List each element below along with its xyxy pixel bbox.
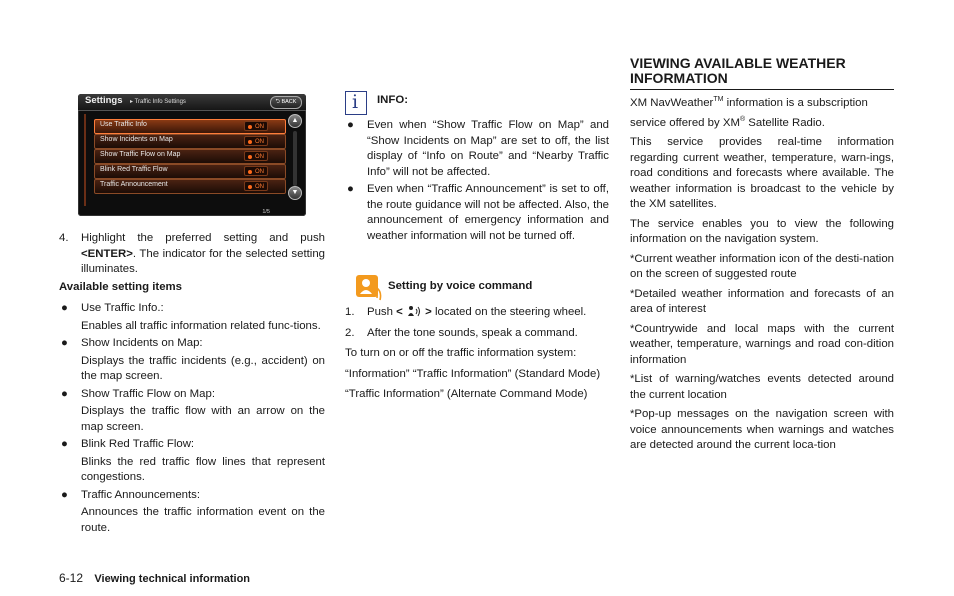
footer-title: Viewing technical information xyxy=(94,573,251,585)
back-label: BACK xyxy=(281,99,297,105)
list-item: ● Use Traffic Info.: xyxy=(61,302,164,314)
list-item: ● Even when “Show Traffic Flow on Map” and “Show Incidents on Map” are set to off, the list display of “Info on Route” and “Nearby Traffic Info” will not be affected. xyxy=(367,118,609,180)
info-bullet-text: Even when “Show Traffic Flow on Map” and “Show Incidents on Map” are set to off, the list display of “Info on Route” and “Nearby Traffic Info” will not be affected. xyxy=(367,119,609,178)
step-1-pre: Push xyxy=(367,306,397,318)
step-number: 1. xyxy=(345,306,355,318)
p1-b: information is a subscription service offered by XM xyxy=(630,97,868,129)
item-desc: Announces the traffic information event on the route. xyxy=(81,506,325,534)
available-items-heading: Available setting items xyxy=(59,281,183,293)
talk-switch-icon xyxy=(406,305,422,317)
step-1-post: located on the steering wheel. xyxy=(431,306,587,318)
voice-command-standard: “Information” “Traffic Information” (Standard Mode) xyxy=(345,367,601,380)
list-item: ● Traffic Announcements: xyxy=(61,488,201,501)
setting-label: Use Traffic Info xyxy=(100,121,147,128)
step-4-text-post: . The indicator for the selected setting illuminates. xyxy=(81,247,325,275)
settings-items-list xyxy=(59,301,325,538)
step-4-text-pre: Highlight the preferred setting and push xyxy=(81,232,325,244)
on-indicator: ON xyxy=(244,121,268,131)
weather-p2: This service provides real-time information regarding current weather, temperature, warn-ings, road conditions and forecasts where available. The weather information is broadcast to the vehicle by the XM satellites. xyxy=(630,136,894,210)
step-1-lt: < xyxy=(396,306,403,318)
on-indicator: ON xyxy=(244,166,268,176)
item-desc: Displays the traffic flow with an arrow on the map screen. xyxy=(81,405,325,433)
screen-title: Settings xyxy=(85,95,123,106)
voice-step-2 xyxy=(345,326,609,342)
scroll-up-icon[interactable]: ▲ xyxy=(288,114,302,128)
weather-p1 xyxy=(630,92,894,131)
on-indicator: ON xyxy=(244,136,268,146)
step-1-gt: > xyxy=(425,306,432,318)
info-bullet-text: Even when “Traffic Announcement” is set to off, the route guidance will not be affected. Also, the announcement of emergency information and weather information will not be turned off. xyxy=(367,183,609,242)
list-item: ● Even when “Traffic Announcement” is set to off, the route guidance will not be affected. Also, the announcement of emergency information and weather information will not be turned off. xyxy=(367,182,609,244)
setting-label: Show Incidents on Map xyxy=(100,136,173,143)
enter-key: <ENTER> xyxy=(81,247,133,260)
voice-intro: To turn on or off the traffic information system: xyxy=(345,347,577,359)
p1-a: XM NavWeather xyxy=(630,97,714,109)
item-desc: Blinks the red traffic flow lines that represent congestions. xyxy=(81,455,325,483)
page-footer xyxy=(59,571,250,585)
info-bullets xyxy=(345,118,609,244)
item-name: Blink Red Traffic Flow: xyxy=(81,438,195,450)
on-indicator: ON xyxy=(244,181,268,191)
weather-body xyxy=(630,92,894,454)
info-label: INFO: xyxy=(377,94,409,106)
voice-command-title: Setting by voice command xyxy=(388,280,533,292)
item-name: Show Traffic Flow on Map: xyxy=(81,387,216,400)
step-number: 2. xyxy=(345,326,355,339)
item-name: Traffic Announcements: xyxy=(81,488,201,501)
list-item: ● Blink Red Traffic Flow: xyxy=(61,438,195,450)
weather-heading: VIEWING AVAILABLE WEATHER INFORMATION xyxy=(630,56,894,90)
page-indicator: 1/5 xyxy=(262,209,270,215)
back-button[interactable]: ⮌ BACK xyxy=(270,96,302,109)
list-item: ● Show Traffic Flow on Map: xyxy=(61,387,216,400)
step-2-text: After the tone sounds, speak a command. xyxy=(367,326,578,339)
trademark: TM xyxy=(713,96,724,103)
step-number: 4. xyxy=(59,232,69,244)
weather-item: *Detailed weather information and forecasts of an area of interest xyxy=(630,287,894,315)
weather-item: *Pop-up messages on the navigation screen with voice announcements when warnings and watches are detected around the current loca-tion xyxy=(630,408,894,451)
voice-command-icon xyxy=(355,274,383,302)
weather-item: *List of warning/watches events detected around the current location xyxy=(630,373,894,401)
page-number: 6-12 xyxy=(59,571,84,585)
setting-label: Traffic Announcement xyxy=(100,181,168,188)
list-item: ● Show Incidents on Map: xyxy=(61,337,203,349)
item-desc: Enables all traffic information related func-tions. xyxy=(81,319,321,332)
registered-mark: ® xyxy=(739,115,746,123)
on-indicator: ON xyxy=(244,151,268,161)
voice-steps xyxy=(345,305,609,403)
item-name: Use Traffic Info.: xyxy=(81,302,164,314)
scroll-down-icon[interactable]: ▼ xyxy=(288,186,302,200)
setting-label: Show Traffic Flow on Map xyxy=(100,151,181,158)
weather-p3: The service enables you to view the following information on the navigation system. xyxy=(630,217,894,245)
screen-subtitle: ▸ Traffic Info Settings xyxy=(130,99,186,105)
item-desc: Displays the traffic incidents (e.g., accident) on the map screen. xyxy=(81,354,325,382)
weather-item: *Countrywide and local maps with the current weather, temperature, warnings and road con-dition information xyxy=(630,322,894,366)
item-name: Show Incidents on Map: xyxy=(81,337,203,349)
voice-command-alternate: “Traffic Information” (Alternate Command Mode) xyxy=(345,388,588,400)
p1-c: Satellite Radio. xyxy=(745,116,825,129)
weather-item: *Current weather information icon of the desti-nation on the screen of suggested route xyxy=(630,252,894,280)
step-4 xyxy=(59,231,325,278)
info-icon xyxy=(345,91,367,115)
setting-label: Blink Red Traffic Flow xyxy=(100,166,168,173)
voice-step-1 xyxy=(345,305,609,321)
